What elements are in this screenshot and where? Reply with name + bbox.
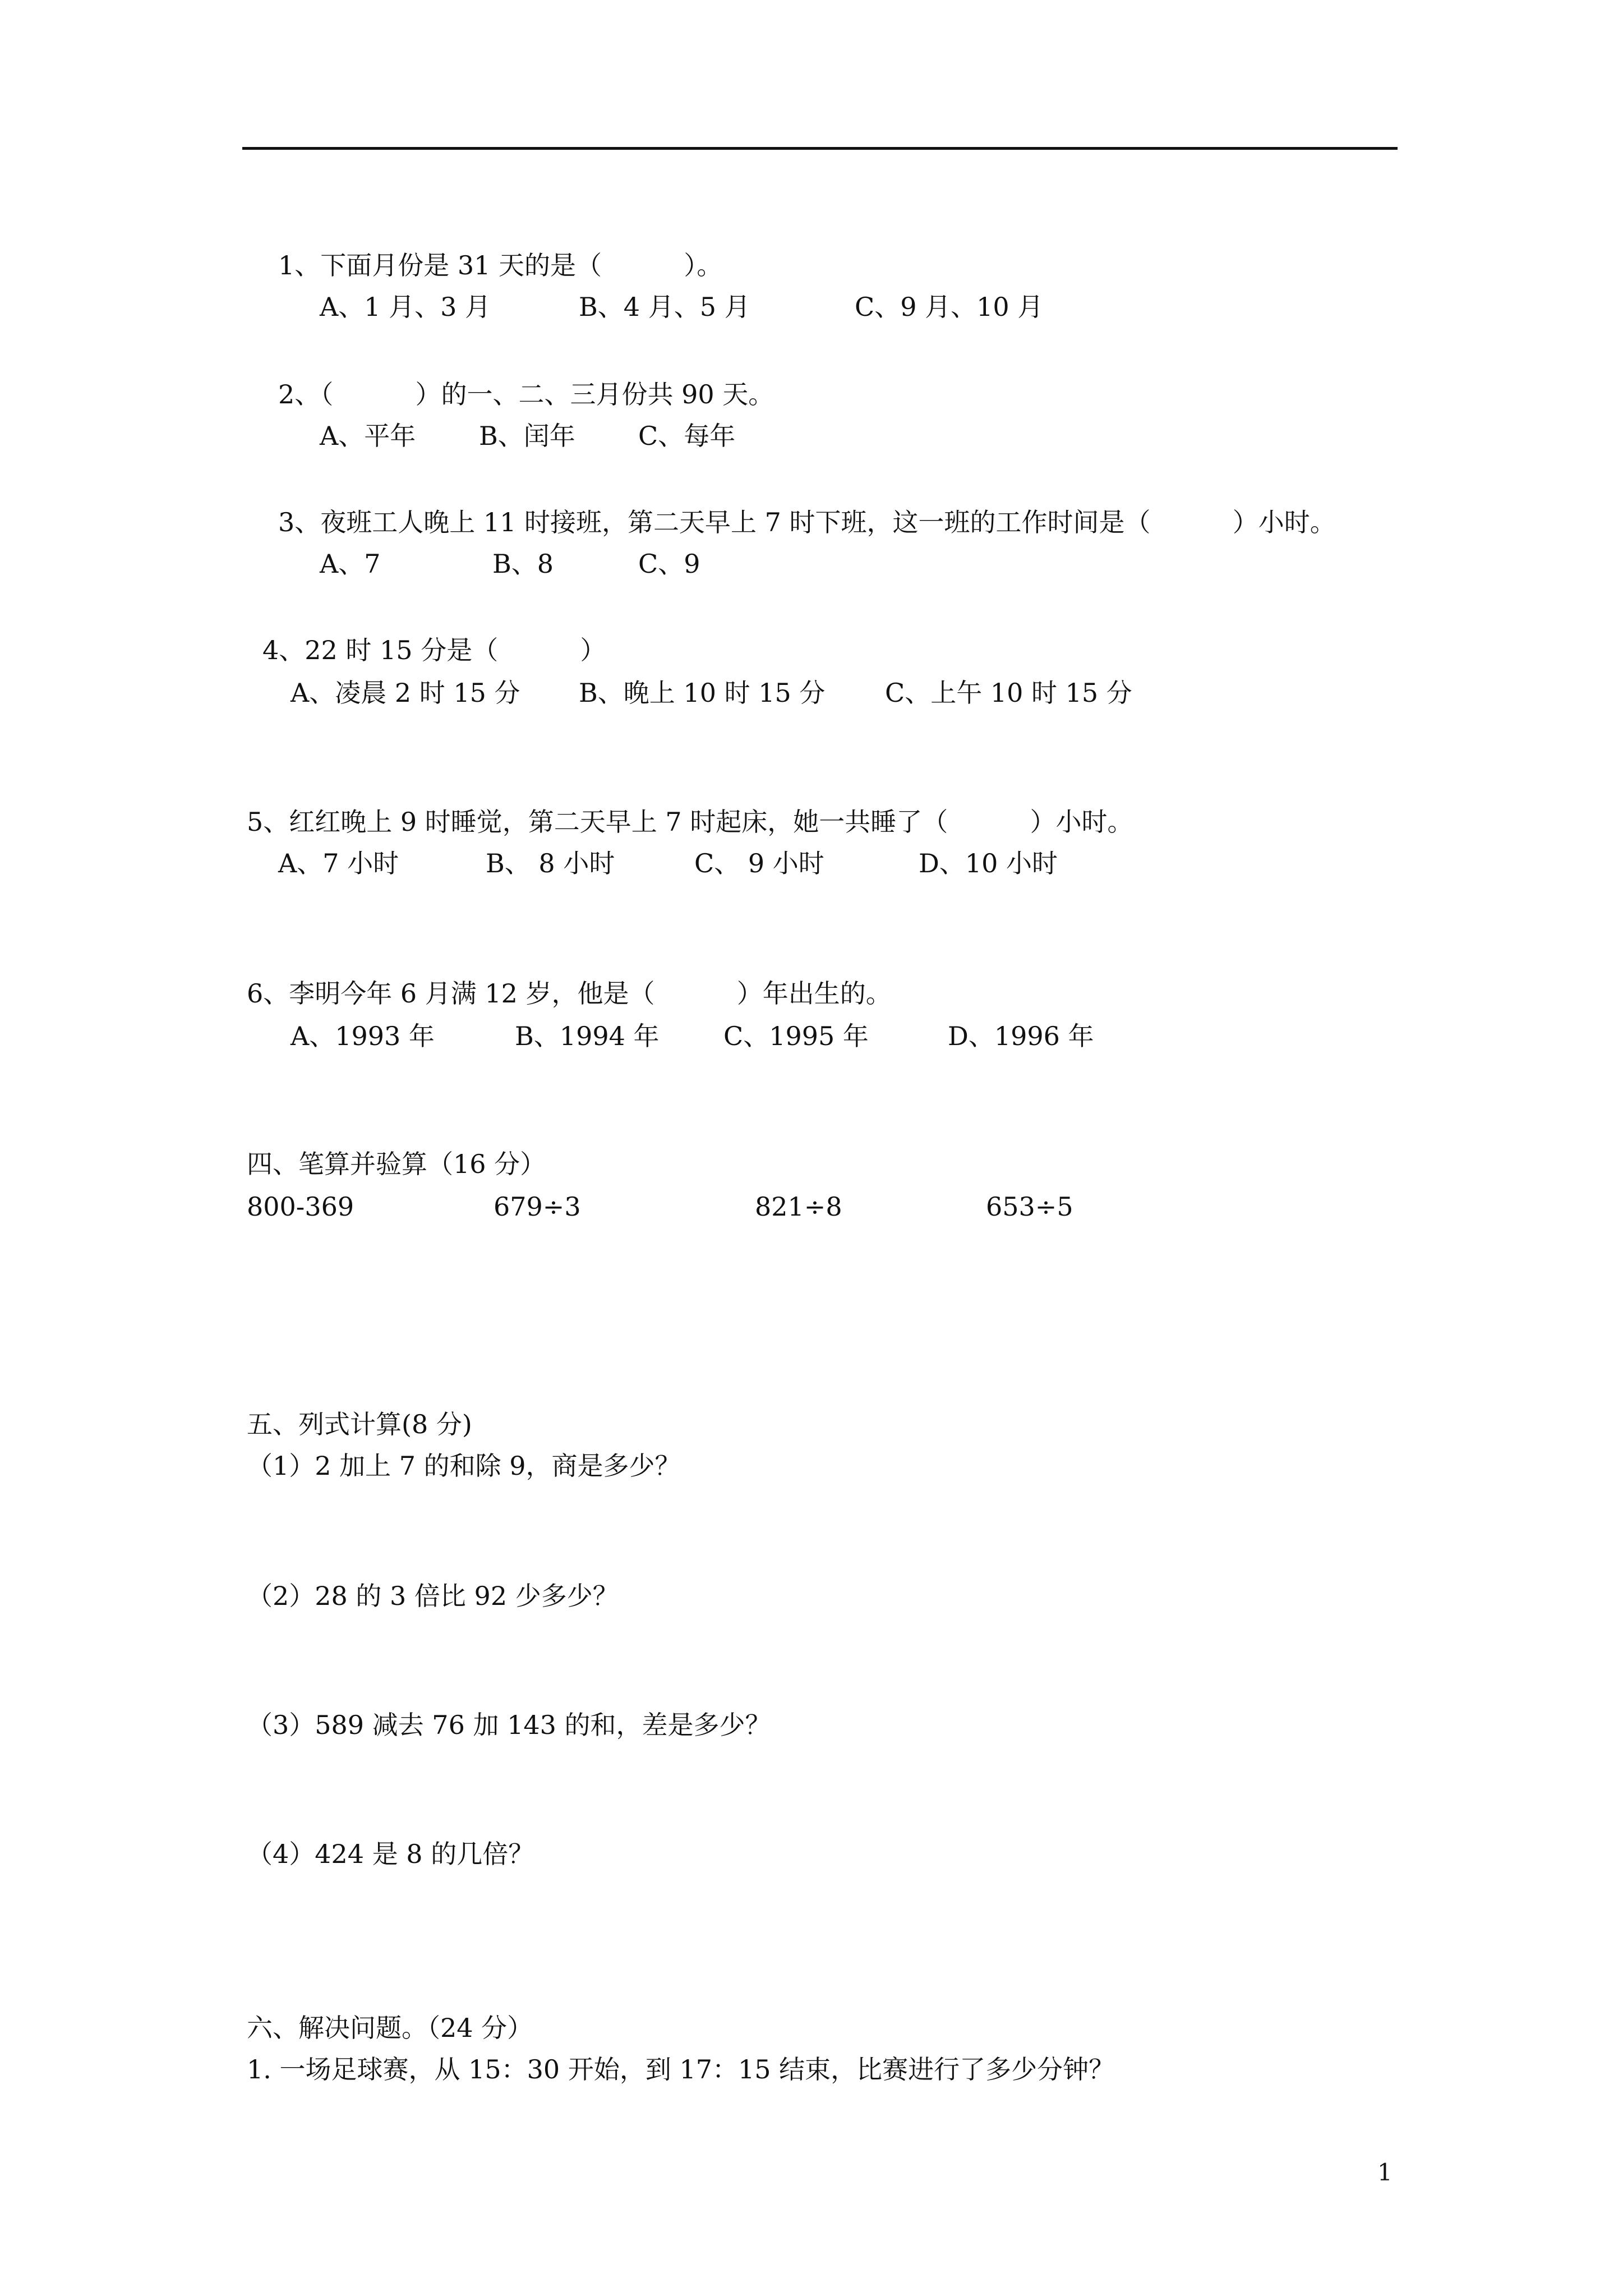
q1-stem: 1、下面月份是 31 天的是（ ）。 bbox=[278, 250, 723, 280]
section4-title: 四、笔算并验算（16 分） bbox=[247, 1149, 546, 1179]
q1-option-a: A、1 月、3 月 bbox=[320, 292, 491, 322]
q3-option-c: C、9 bbox=[638, 549, 700, 579]
q6-option-b: B、1994 年 bbox=[515, 1021, 660, 1051]
section5-title: 五、列式计算(8 分) bbox=[247, 1409, 472, 1439]
expression-item-3: （3）589 减去 76 加 143 的和，差是多少？ bbox=[247, 1710, 771, 1740]
q2-option-b: B、闰年 bbox=[479, 421, 575, 451]
calc-problem-3: 821÷8 bbox=[755, 1191, 842, 1222]
calc-problem-2: 679÷3 bbox=[494, 1191, 581, 1222]
q1-option-c: C、9 月、10 月 bbox=[855, 292, 1044, 322]
q2-stem: 2、（ ）的一、二、三月份共 90 天。 bbox=[278, 379, 774, 409]
q4-option-a: A、凌晨 2 时 15 分 bbox=[291, 678, 520, 708]
q5-option-c: C、 9 小时 bbox=[694, 848, 824, 878]
calc-problem-4: 653÷5 bbox=[986, 1191, 1073, 1222]
q4-option-b: B、晚上 10 时 15 分 bbox=[579, 678, 826, 708]
expression-item-2: （2）28 的 3 倍比 92 少多少？ bbox=[247, 1581, 619, 1611]
q3-option-b: B、8 bbox=[492, 549, 554, 579]
q3-stem: 3、夜班工人晚上 11 时接班，第二天早上 7 时下班，这一班的工作时间是（ ）小时。 bbox=[278, 507, 1336, 537]
q5-option-b: B、 8 小时 bbox=[486, 848, 615, 878]
q2-option-a: A、平年 bbox=[320, 421, 416, 451]
q6-option-d: D、1996 年 bbox=[948, 1021, 1094, 1051]
q1-option-b: B、4 月、5 月 bbox=[579, 292, 750, 322]
q6-option-c: C、1995 年 bbox=[723, 1021, 869, 1051]
expression-item-4: （4）424 是 8 的几倍？ bbox=[247, 1839, 534, 1869]
q5-stem: 5、红红晚上 9 时睡觉，第二天早上 7 时起床，她一共睡了（ ）小时。 bbox=[247, 807, 1133, 837]
header-rule bbox=[242, 147, 1398, 150]
q6-option-a: A、1993 年 bbox=[291, 1021, 435, 1051]
q3-option-a: A、7 bbox=[320, 549, 381, 579]
q5-option-a: A、7 小时 bbox=[278, 848, 399, 878]
word-problem-1: 1. 一场足球赛，从 15：30 开始，到 17：15 结束，比赛进行了多少分钟？ bbox=[247, 2054, 1115, 2085]
q4-option-c: C、上午 10 时 15 分 bbox=[885, 678, 1132, 708]
q5-option-d: D、10 小时 bbox=[919, 848, 1058, 878]
page-number: 1 bbox=[1377, 2159, 1393, 2186]
section6-title: 六、解决问题。（24 分） bbox=[247, 2013, 533, 2043]
expression-item-1: （1）2 加上 7 的和除 9，商是多少？ bbox=[247, 1451, 681, 1481]
q6-stem: 6、李明今年 6 月满 12 岁，他是（ ）年出生的。 bbox=[247, 978, 892, 1009]
q4-stem: 4、22 时 15 分是（ ） bbox=[262, 635, 606, 665]
q2-option-c: C、每年 bbox=[638, 421, 736, 451]
calc-problem-1: 800-369 bbox=[247, 1191, 354, 1222]
